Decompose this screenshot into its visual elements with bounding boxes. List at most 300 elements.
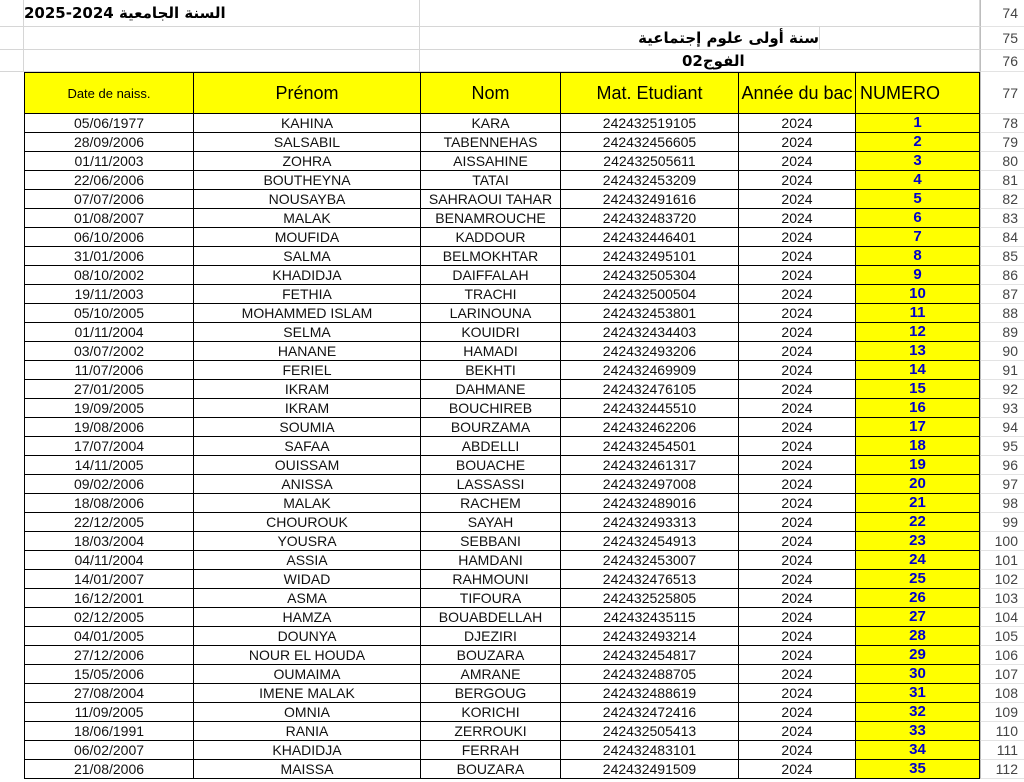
nom-cell[interactable]: RAHMOUNI [421, 570, 561, 589]
table-row [0, 152, 1024, 171]
numero-cell[interactable]: 10 [856, 285, 980, 304]
nom-cell[interactable]: KORICHI [421, 703, 561, 722]
nom-cell[interactable]: BOUZARA [421, 646, 561, 665]
prenom-cell[interactable]: MOHAMMED ISLAM [194, 304, 421, 323]
numero-cell[interactable]: 35 [856, 760, 980, 779]
numero-cell[interactable]: 32 [856, 703, 980, 722]
numero-cell[interactable]: 15 [856, 380, 980, 399]
numero-cell[interactable]: 18 [856, 437, 980, 456]
mat-etudiant-cell[interactable]: 242432483720 [561, 209, 739, 228]
prenom-cell[interactable]: DOUNYA [194, 627, 421, 646]
annee-du-bac-cell[interactable]: 2024 [739, 760, 856, 779]
numero-cell[interactable]: 17 [856, 418, 980, 437]
annee-du-bac-cell[interactable]: 2024 [739, 456, 856, 475]
header-annee-du-bac[interactable]: Année du bac [739, 72, 856, 114]
annee-du-bac-cell[interactable]: 2024 [739, 380, 856, 399]
row-number[interactable]: 77 [980, 72, 1024, 114]
cell-B75[interactable] [24, 27, 420, 50]
prenom-cell[interactable]: KHADIDJA [194, 741, 421, 760]
mat-etudiant-cell[interactable]: 242432476513 [561, 570, 739, 589]
date-de-naissance-cell[interactable]: 27/08/2004 [24, 684, 194, 703]
nom-cell[interactable]: HAMDANI [421, 551, 561, 570]
date-de-naissance-cell[interactable]: 03/07/2002 [24, 342, 194, 361]
numero-cell[interactable]: 27 [856, 608, 980, 627]
table-row [0, 380, 1024, 399]
date-de-naissance-cell[interactable]: 06/10/2006 [24, 228, 194, 247]
nom-cell[interactable]: TATAI [421, 171, 561, 190]
numero-cell[interactable]: 7 [856, 228, 980, 247]
nom-cell[interactable]: BOUABDELLAH [421, 608, 561, 627]
prenom-cell[interactable]: RANIA [194, 722, 421, 741]
nom-cell[interactable]: DAIFFALAH [421, 266, 561, 285]
table-row [0, 456, 1024, 475]
numero-cell[interactable]: 13 [856, 342, 980, 361]
prenom-cell[interactable]: FETHIA [194, 285, 421, 304]
date-de-naissance-cell[interactable]: 05/10/2005 [24, 304, 194, 323]
row-number[interactable]: 105 [980, 627, 1024, 646]
mat-etudiant-cell[interactable]: 242432469909 [561, 361, 739, 380]
row-number[interactable]: 99 [980, 513, 1024, 532]
annee-du-bac-cell[interactable]: 2024 [739, 646, 856, 665]
annee-du-bac-cell[interactable]: 2024 [739, 722, 856, 741]
annee-du-bac-cell[interactable]: 2024 [739, 399, 856, 418]
mat-etudiant-cell[interactable]: 242432505413 [561, 722, 739, 741]
table-row [0, 437, 1024, 456]
date-de-naissance-cell[interactable]: 01/11/2004 [24, 323, 194, 342]
row-number[interactable]: 81 [980, 171, 1024, 190]
table-row [0, 228, 1024, 247]
mat-etudiant-cell[interactable]: 242432483101 [561, 741, 739, 760]
date-de-naissance-cell[interactable]: 19/11/2003 [24, 285, 194, 304]
numero-cell[interactable]: 11 [856, 304, 980, 323]
numero-cell[interactable]: 20 [856, 475, 980, 494]
annee-du-bac-cell[interactable]: 2024 [739, 418, 856, 437]
table-row [0, 304, 1024, 323]
numero-cell[interactable]: 3 [856, 152, 980, 171]
nom-cell[interactable]: BOUCHIREB [421, 399, 561, 418]
prenom-cell[interactable]: WIDAD [194, 570, 421, 589]
table-row [0, 361, 1024, 380]
nom-cell[interactable]: BOUACHE [421, 456, 561, 475]
date-de-naissance-cell[interactable]: 27/01/2005 [24, 380, 194, 399]
annee-du-bac-cell[interactable]: 2024 [739, 323, 856, 342]
mat-etudiant-cell[interactable]: 242432461317 [561, 456, 739, 475]
prenom-cell[interactable]: NOUR EL HOUDA [194, 646, 421, 665]
date-de-naissance-cell[interactable]: 28/09/2006 [24, 133, 194, 152]
annee-du-bac-cell[interactable]: 2024 [739, 152, 856, 171]
date-de-naissance-cell[interactable]: 22/12/2005 [24, 513, 194, 532]
prenom-cell[interactable]: IMENE MALAK [194, 684, 421, 703]
numero-cell[interactable]: 12 [856, 323, 980, 342]
row-number[interactable]: 101 [980, 551, 1024, 570]
mat-etudiant-cell[interactable]: 242432446401 [561, 228, 739, 247]
date-de-naissance-cell[interactable]: 02/12/2005 [24, 608, 194, 627]
prenom-cell[interactable]: ASSIA [194, 551, 421, 570]
date-de-naissance-cell[interactable]: 16/12/2001 [24, 589, 194, 608]
mat-etudiant-cell[interactable]: 242432454501 [561, 437, 739, 456]
mat-etudiant-cell[interactable]: 242432472416 [561, 703, 739, 722]
table-row [0, 741, 1024, 760]
mat-etudiant-cell[interactable]: 242432434403 [561, 323, 739, 342]
prenom-cell[interactable]: KAHINA [194, 114, 421, 133]
prenom-cell[interactable]: SALSABIL [194, 133, 421, 152]
numero-cell[interactable]: 23 [856, 532, 980, 551]
header-nom[interactable]: Nom [421, 72, 561, 114]
mat-etudiant-cell[interactable]: 242432454913 [561, 532, 739, 551]
prenom-cell[interactable]: IKRAM [194, 399, 421, 418]
row-number[interactable]: 91 [980, 361, 1024, 380]
mat-etudiant-cell[interactable]: 242432493206 [561, 342, 739, 361]
table-row [0, 209, 1024, 228]
date-de-naissance-cell[interactable]: 06/02/2007 [24, 741, 194, 760]
row-number[interactable]: 80 [980, 152, 1024, 171]
prenom-cell[interactable]: BOUTHEYNA [194, 171, 421, 190]
annee-du-bac-cell[interactable]: 2024 [739, 665, 856, 684]
nom-cell[interactable]: BELMOKHTAR [421, 247, 561, 266]
header-numero[interactable]: NUMERO [856, 72, 980, 114]
table-row [0, 133, 1024, 152]
row-number[interactable]: 83 [980, 209, 1024, 228]
date-de-naissance-cell[interactable]: 01/11/2003 [24, 152, 194, 171]
date-de-naissance-cell[interactable]: 14/01/2007 [24, 570, 194, 589]
row-number[interactable]: 86 [980, 266, 1024, 285]
annee-du-bac-cell[interactable]: 2024 [739, 361, 856, 380]
mat-etudiant-cell[interactable]: 242432453007 [561, 551, 739, 570]
row-number[interactable]: 90 [980, 342, 1024, 361]
numero-cell[interactable]: 4 [856, 171, 980, 190]
prenom-cell[interactable]: HANANE [194, 342, 421, 361]
annee-du-bac-cell[interactable]: 2024 [739, 247, 856, 266]
row-number[interactable]: 95 [980, 437, 1024, 456]
row-number[interactable]: 87 [980, 285, 1024, 304]
annee-du-bac-cell[interactable]: 2024 [739, 513, 856, 532]
prenom-cell[interactable]: OUMAIMA [194, 665, 421, 684]
numero-cell[interactable]: 25 [856, 570, 980, 589]
numero-cell[interactable]: 29 [856, 646, 980, 665]
nom-cell[interactable]: BEKHTI [421, 361, 561, 380]
numero-cell[interactable]: 34 [856, 741, 980, 760]
row-number[interactable]: 88 [980, 304, 1024, 323]
cell-A75[interactable] [0, 27, 24, 50]
row-number[interactable]: 97 [980, 475, 1024, 494]
academic-year-cell[interactable]: السنة الجامعية 2024-2025 [24, 0, 420, 27]
nom-cell[interactable]: SAHRAOUI TAHAR [421, 190, 561, 209]
date-de-naissance-cell[interactable]: 11/09/2005 [24, 703, 194, 722]
annee-du-bac-cell[interactable]: 2024 [739, 190, 856, 209]
numero-cell[interactable]: 26 [856, 589, 980, 608]
date-de-naissance-cell[interactable]: 04/01/2005 [24, 627, 194, 646]
row-number[interactable]: 108 [980, 684, 1024, 703]
sheet-row-75 [0, 27, 1024, 50]
table-row [0, 494, 1024, 513]
annee-du-bac-cell[interactable]: 2024 [739, 532, 856, 551]
row-number[interactable]: 110 [980, 722, 1024, 741]
table-row [0, 646, 1024, 665]
numero-cell[interactable]: 14 [856, 361, 980, 380]
numero-cell[interactable]: 6 [856, 209, 980, 228]
date-de-naissance-cell[interactable]: 22/06/2006 [24, 171, 194, 190]
prenom-cell[interactable]: MALAK [194, 494, 421, 513]
numero-cell[interactable]: 5 [856, 190, 980, 209]
numero-cell[interactable]: 19 [856, 456, 980, 475]
nom-cell[interactable]: FERRAH [421, 741, 561, 760]
annee-du-bac-cell[interactable]: 2024 [739, 266, 856, 285]
table-row [0, 247, 1024, 266]
date-de-naissance-cell[interactable]: 17/07/2004 [24, 437, 194, 456]
numero-cell[interactable]: 1 [856, 114, 980, 133]
row-number[interactable]: 84 [980, 228, 1024, 247]
table-row [0, 513, 1024, 532]
numero-cell[interactable]: 9 [856, 266, 980, 285]
annee-du-bac-cell[interactable]: 2024 [739, 475, 856, 494]
annee-du-bac-cell[interactable]: 2024 [739, 342, 856, 361]
mat-etudiant-cell[interactable]: 242432435115 [561, 608, 739, 627]
nom-cell[interactable]: SAYAH [421, 513, 561, 532]
row-number[interactable]: 104 [980, 608, 1024, 627]
mat-etudiant-cell[interactable]: 242432519105 [561, 114, 739, 133]
nom-cell[interactable]: AMRANE [421, 665, 561, 684]
prenom-cell[interactable]: OUISSAM [194, 456, 421, 475]
prenom-cell[interactable]: YOUSRA [194, 532, 421, 551]
nom-cell[interactable]: AISSAHINE [421, 152, 561, 171]
row-number[interactable]: 92 [980, 380, 1024, 399]
group-title-cell[interactable]: الفوج02 [420, 50, 980, 72]
table-row [0, 627, 1024, 646]
nom-cell[interactable]: KADDOUR [421, 228, 561, 247]
table-row [0, 342, 1024, 361]
numero-cell[interactable]: 24 [856, 551, 980, 570]
row-number[interactable]: 98 [980, 494, 1024, 513]
mat-etudiant-cell[interactable]: 242432453801 [561, 304, 739, 323]
table-row [0, 285, 1024, 304]
nom-cell[interactable]: KOUIDRI [421, 323, 561, 342]
nom-cell[interactable]: BENAMROUCHE [421, 209, 561, 228]
sheet-row-74 [0, 0, 1024, 27]
table-row [0, 608, 1024, 627]
table-header-row [0, 72, 1024, 114]
prenom-cell[interactable]: SOUMIA [194, 418, 421, 437]
prenom-cell[interactable]: KHADIDJA [194, 266, 421, 285]
table-row [0, 323, 1024, 342]
annee-du-bac-cell[interactable]: 2024 [739, 494, 856, 513]
numero-cell[interactable]: 8 [856, 247, 980, 266]
header-date-de-naissance[interactable]: Date de naiss. [24, 72, 194, 114]
annee-du-bac-cell[interactable]: 2024 [739, 551, 856, 570]
annee-du-bac-cell[interactable]: 2024 [739, 703, 856, 722]
prenom-cell[interactable]: HAMZA [194, 608, 421, 627]
program-title-cell[interactable]: سنة أولى علوم إجتماعية [420, 27, 820, 50]
nom-cell[interactable]: TABENNEHAS [421, 133, 561, 152]
annee-du-bac-cell[interactable]: 2024 [739, 741, 856, 760]
header-mat-etudiant[interactable]: Mat. Etudiant [561, 72, 739, 114]
cell-E74[interactable] [420, 0, 980, 27]
annee-du-bac-cell[interactable]: 2024 [739, 608, 856, 627]
prenom-cell[interactable]: ANISSA [194, 475, 421, 494]
date-de-naissance-cell[interactable]: 31/01/2006 [24, 247, 194, 266]
date-de-naissance-cell[interactable]: 15/05/2006 [24, 665, 194, 684]
numero-cell[interactable]: 33 [856, 722, 980, 741]
mat-etudiant-cell[interactable]: 242432491509 [561, 760, 739, 779]
numero-cell[interactable]: 30 [856, 665, 980, 684]
table-row [0, 665, 1024, 684]
cell-B76[interactable] [24, 50, 420, 72]
numero-cell[interactable]: 2 [856, 133, 980, 152]
mat-etudiant-cell[interactable]: 242432489016 [561, 494, 739, 513]
header-prenom[interactable]: Prénom [194, 72, 421, 114]
mat-etudiant-cell[interactable]: 242432462206 [561, 418, 739, 437]
row-number[interactable]: 96 [980, 456, 1024, 475]
row-number[interactable]: 107 [980, 665, 1024, 684]
cell-H75[interactable] [820, 27, 980, 50]
prenom-cell[interactable]: MOUFIDA [194, 228, 421, 247]
date-de-naissance-cell[interactable]: 27/12/2006 [24, 646, 194, 665]
prenom-cell[interactable]: NOUSAYBA [194, 190, 421, 209]
row-number[interactable]: 111 [980, 741, 1024, 760]
nom-cell[interactable]: DJEZIRI [421, 627, 561, 646]
prenom-cell[interactable]: SAFAA [194, 437, 421, 456]
row-number[interactable]: 106 [980, 646, 1024, 665]
date-de-naissance-cell[interactable]: 04/11/2004 [24, 551, 194, 570]
row-number[interactable]: 103 [980, 589, 1024, 608]
row-number[interactable]: 109 [980, 703, 1024, 722]
annee-du-bac-cell[interactable]: 2024 [739, 589, 856, 608]
cell-A76[interactable] [0, 50, 24, 72]
row-number[interactable]: 94 [980, 418, 1024, 437]
mat-etudiant-cell[interactable]: 242432488619 [561, 684, 739, 703]
nom-cell[interactable]: ZERROUKI [421, 722, 561, 741]
annee-du-bac-cell[interactable]: 2024 [739, 285, 856, 304]
annee-du-bac-cell[interactable]: 2024 [739, 114, 856, 133]
mat-etudiant-cell[interactable]: 242432500504 [561, 285, 739, 304]
row-number[interactable]: 102 [980, 570, 1024, 589]
numero-cell[interactable]: 22 [856, 513, 980, 532]
mat-etudiant-cell[interactable]: 242432493214 [561, 627, 739, 646]
mat-etudiant-cell[interactable]: 242432491616 [561, 190, 739, 209]
annee-du-bac-cell[interactable]: 2024 [739, 570, 856, 589]
numero-cell[interactable]: 28 [856, 627, 980, 646]
prenom-cell[interactable]: ASMA [194, 589, 421, 608]
table-row [0, 684, 1024, 703]
nom-cell[interactable]: LASSASSI [421, 475, 561, 494]
prenom-cell[interactable]: IKRAM [194, 380, 421, 399]
nom-cell[interactable]: BOURZAMA [421, 418, 561, 437]
row-number[interactable]: 100 [980, 532, 1024, 551]
prenom-cell[interactable]: CHOUROUK [194, 513, 421, 532]
row-number[interactable]: 79 [980, 133, 1024, 152]
table-row [0, 399, 1024, 418]
row-number[interactable]: 76 [980, 50, 1024, 72]
nom-cell[interactable]: SEBBANI [421, 532, 561, 551]
prenom-cell[interactable]: SELMA [194, 323, 421, 342]
table-row [0, 760, 1024, 779]
mat-etudiant-cell[interactable]: 242432505304 [561, 266, 739, 285]
mat-etudiant-cell[interactable]: 242432453209 [561, 171, 739, 190]
row-number[interactable]: 93 [980, 399, 1024, 418]
date-de-naissance-cell[interactable]: 18/08/2006 [24, 494, 194, 513]
date-de-naissance-cell[interactable]: 21/08/2006 [24, 760, 194, 779]
date-de-naissance-cell[interactable]: 07/07/2006 [24, 190, 194, 209]
mat-etudiant-cell[interactable]: 242432456605 [561, 133, 739, 152]
mat-etudiant-cell[interactable]: 242432454817 [561, 646, 739, 665]
row-number[interactable]: 82 [980, 190, 1024, 209]
row-number[interactable]: 112 [980, 760, 1024, 779]
table-row [0, 418, 1024, 437]
annee-du-bac-cell[interactable]: 2024 [739, 437, 856, 456]
mat-etudiant-cell[interactable]: 242432525805 [561, 589, 739, 608]
prenom-cell[interactable]: MALAK [194, 209, 421, 228]
row-number[interactable]: 89 [980, 323, 1024, 342]
table-row [0, 190, 1024, 209]
mat-etudiant-cell[interactable]: 242432505611 [561, 152, 739, 171]
row-number[interactable]: 85 [980, 247, 1024, 266]
table-row [0, 722, 1024, 741]
row-number[interactable]: 75 [980, 27, 1024, 50]
date-de-naissance-cell[interactable]: 01/08/2007 [24, 209, 194, 228]
row-number[interactable]: 74 [980, 0, 1024, 27]
date-de-naissance-cell[interactable]: 14/11/2005 [24, 456, 194, 475]
nom-cell[interactable]: TRACHI [421, 285, 561, 304]
date-de-naissance-cell[interactable]: 18/06/1991 [24, 722, 194, 741]
nom-cell[interactable]: ABDELLI [421, 437, 561, 456]
annee-du-bac-cell[interactable]: 2024 [739, 627, 856, 646]
mat-etudiant-cell[interactable]: 242432497008 [561, 475, 739, 494]
numero-cell[interactable]: 31 [856, 684, 980, 703]
date-de-naissance-cell[interactable]: 18/03/2004 [24, 532, 194, 551]
date-de-naissance-cell[interactable]: 05/06/1977 [24, 114, 194, 133]
table-row [0, 114, 1024, 133]
table-row [0, 266, 1024, 285]
mat-etudiant-cell[interactable]: 242432445510 [561, 399, 739, 418]
cell-A74[interactable] [0, 0, 24, 27]
table-row [0, 703, 1024, 722]
date-de-naissance-cell[interactable]: 11/07/2006 [24, 361, 194, 380]
nom-cell[interactable]: RACHEM [421, 494, 561, 513]
prenom-cell[interactable]: OMNIA [194, 703, 421, 722]
annee-du-bac-cell[interactable]: 2024 [739, 209, 856, 228]
table-row [0, 551, 1024, 570]
date-de-naissance-cell[interactable]: 08/10/2002 [24, 266, 194, 285]
mat-etudiant-cell[interactable]: 242432495101 [561, 247, 739, 266]
nom-cell[interactable]: TIFOURA [421, 589, 561, 608]
annee-du-bac-cell[interactable]: 2024 [739, 133, 856, 152]
mat-etudiant-cell[interactable]: 242432476105 [561, 380, 739, 399]
date-de-naissance-cell[interactable]: 19/09/2005 [24, 399, 194, 418]
nom-cell[interactable]: DAHMANE [421, 380, 561, 399]
nom-cell[interactable]: BERGOUG [421, 684, 561, 703]
mat-etudiant-cell[interactable]: 242432488705 [561, 665, 739, 684]
numero-cell[interactable]: 21 [856, 494, 980, 513]
annee-du-bac-cell[interactable]: 2024 [739, 228, 856, 247]
date-de-naissance-cell[interactable]: 09/02/2006 [24, 475, 194, 494]
prenom-cell[interactable]: ZOHRA [194, 152, 421, 171]
annee-du-bac-cell[interactable]: 2024 [739, 171, 856, 190]
row-number[interactable]: 78 [980, 114, 1024, 133]
table-row [0, 475, 1024, 494]
nom-cell[interactable]: KARA [421, 114, 561, 133]
date-de-naissance-cell[interactable]: 19/08/2006 [24, 418, 194, 437]
prenom-cell[interactable]: MAISSA [194, 760, 421, 779]
nom-cell[interactable]: BOUZARA [421, 760, 561, 779]
nom-cell[interactable]: LARINOUNA [421, 304, 561, 323]
nom-cell[interactable]: HAMADI [421, 342, 561, 361]
annee-du-bac-cell[interactable]: 2024 [739, 304, 856, 323]
annee-du-bac-cell[interactable]: 2024 [739, 684, 856, 703]
prenom-cell[interactable]: FERIEL [194, 361, 421, 380]
numero-cell[interactable]: 16 [856, 399, 980, 418]
mat-etudiant-cell[interactable]: 242432493313 [561, 513, 739, 532]
prenom-cell[interactable]: SALMA [194, 247, 421, 266]
table-row [0, 532, 1024, 551]
